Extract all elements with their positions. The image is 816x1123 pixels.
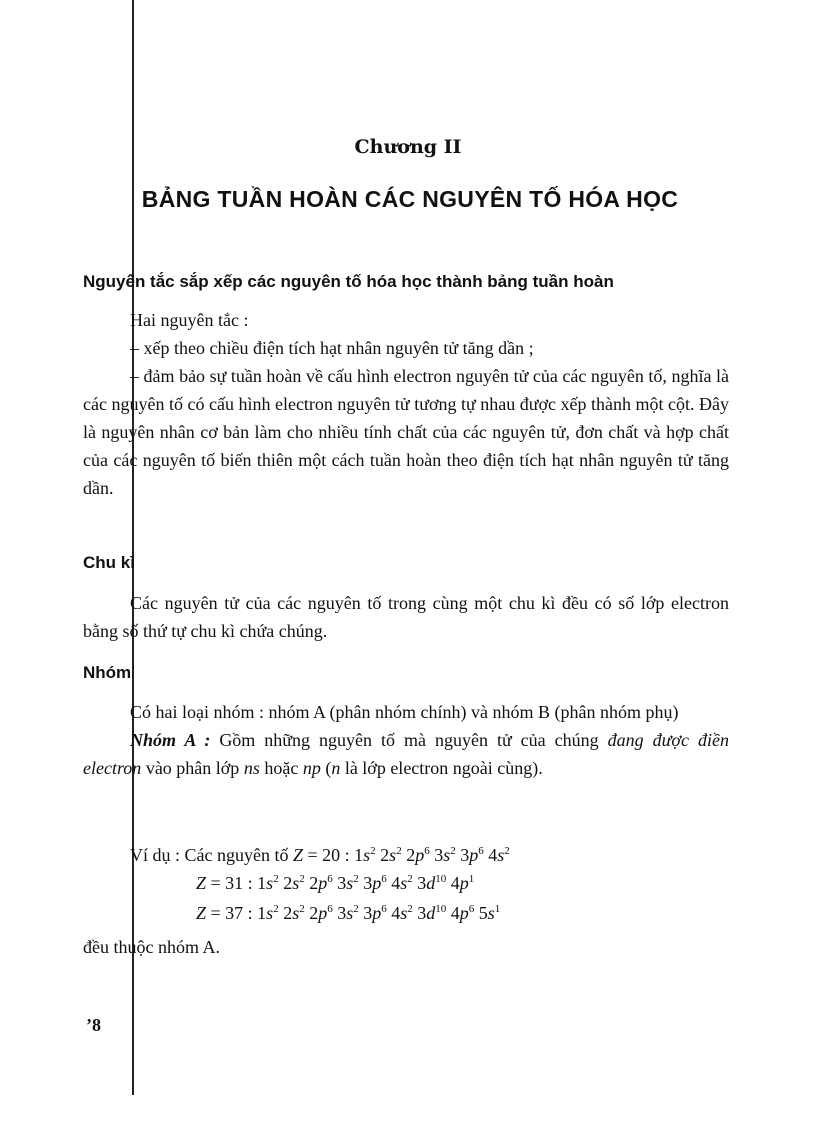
example-line-z20 <box>130 845 510 866</box>
group-body <box>83 698 729 782</box>
example-prefix: Ví dụ : Các nguyên tố <box>130 845 293 865</box>
orbital-term: $1s^2$ <box>354 845 376 865</box>
example-line-z31 <box>196 873 474 894</box>
orbital-term: $3p^6$ <box>460 845 484 865</box>
period-body <box>83 589 729 645</box>
z20-value: = 20 : <box>303 845 355 865</box>
orbital-term: $2s^2$ <box>283 873 305 893</box>
group-a-italic: đang được điền electron <box>83 730 729 778</box>
group-a-text-3: là lớp electron ngoài cùng). <box>340 758 543 778</box>
z-symbol: Z <box>292 845 303 865</box>
orbital-term: $2p^6$ <box>309 903 333 923</box>
orbital-exponent: 2 <box>273 903 279 915</box>
group-a-text-1: Gồm những nguyên tố mà nguyên tử của chúng <box>210 730 608 750</box>
orbital-term: $4s^2$ <box>391 903 413 923</box>
orbital-term: $3p^6$ <box>363 903 387 923</box>
orbital-term: $3p^6$ <box>363 873 387 893</box>
orbital-term: $4p^6$ <box>450 903 475 923</box>
orbital-term: $1s^2$ <box>257 873 279 893</box>
orbital-term: $5s^1$ <box>478 903 501 923</box>
orbital-exponent: 2 <box>273 873 279 885</box>
or-word: hoặc <box>259 758 303 778</box>
orbital-term: $4s^2$ <box>488 845 510 865</box>
section-heading-period: Chu kì <box>83 553 135 572</box>
orbital-exponent: 6 <box>327 873 333 885</box>
orbital-exponent: 2 <box>353 873 359 885</box>
orbital-term: $1s^2$ <box>257 903 279 923</box>
orbital-term: $3s^2$ <box>434 845 456 865</box>
orbital-exponent: 6 <box>381 873 387 885</box>
orbital-term: $3s^2$ <box>337 873 359 893</box>
section-heading-principles: Nguyên tắc sắp xếp các nguyên tố hóa học thành bảng tuần hoàn <box>83 272 614 291</box>
orbital-exponent: 10 <box>435 873 447 885</box>
orbital-term: $3d^{10}$ <box>417 903 447 923</box>
principles-intro: Hai nguyên tắc : <box>130 310 249 330</box>
z37-value: = 37 : <box>206 903 258 923</box>
z-symbol: Z <box>196 873 207 893</box>
orbital-exponent: 2 <box>407 873 413 885</box>
orbital-exponent: 6 <box>381 903 387 915</box>
orbital-exponent: 10 <box>435 903 447 915</box>
paren-open: ( <box>320 758 332 778</box>
orbital-exponent: 1 <box>494 903 501 915</box>
orbital-exponent: 2 <box>504 845 510 857</box>
orbital-exponent: 2 <box>353 903 359 915</box>
orbital-exponent: 6 <box>327 903 333 915</box>
orbital-term: $2p^6$ <box>406 845 430 865</box>
orbital-exponent: 6 <box>478 845 484 857</box>
config-z31 <box>257 873 474 893</box>
orbital-term: $2s^2$ <box>380 845 402 865</box>
group-a-label: Nhóm A : <box>130 730 211 750</box>
principle-item-1: – xếp theo chiều điện tích hạt nhân nguyên tử tăng dần ; <box>130 338 534 358</box>
period-paragraph: Các nguyên tử của các nguyên tố trong cùng một chu kì đều có số lớp electron bằng số thứ tự chu kì chứa chúng. <box>83 593 729 641</box>
orbital-term: $4p^1$ <box>450 873 475 893</box>
group-types-paragraph: Có hai loại nhóm : nhóm A (phân nhóm chính) và nhóm B (phân nhóm phụ) <box>130 702 679 722</box>
chapter-title: BẢNG TUẦN HOÀN CÁC NGUYÊN TỐ HÓA HỌC <box>141 186 679 212</box>
orbital-exponent: 1 <box>468 873 475 885</box>
orbital-term: $2s^2$ <box>283 903 305 923</box>
orbital-term: $2p^6$ <box>309 873 333 893</box>
orbital-exponent: 2 <box>450 845 456 857</box>
orbital-exponent: 6 <box>468 903 475 915</box>
orbital-term: $3s^2$ <box>337 903 359 923</box>
z-symbol: Z <box>196 903 207 923</box>
np-sublevel: np <box>302 758 321 778</box>
ns-sublevel: ns <box>243 758 260 778</box>
principle-item-2: – đảm bảo sự tuần hoàn về cấu hình electron nguyên tử của các nguyên tố, nghĩa là các nguyên tố có cấu hình electron nguyên tử tương tự nhau được xếp thành một cột. Đây là nguyên nhân cơ bản làm cho nhiều tính chất của các nguyên tử, đơn chất và hợp chất của các nguyên tố biến thiên một cách tuần hoàn theo điện tích hạt nhân nguyên tử tăng dần. <box>83 366 729 498</box>
orbital-exponent: 2 <box>299 903 305 915</box>
config-z37 <box>257 903 500 923</box>
orbital-term: $3d^{10}$ <box>417 873 447 893</box>
orbital-exponent: 2 <box>370 845 376 857</box>
group-a-paragraph <box>83 726 729 782</box>
orbital-exponent: 2 <box>299 873 305 885</box>
n-symbol: n <box>331 758 341 778</box>
conclusion-line: đều thuộc nhóm A. <box>83 937 220 957</box>
orbital-term: $4s^2$ <box>391 873 413 893</box>
example-line-z37 <box>196 903 500 924</box>
group-a-text-2: vào phân lớp <box>141 758 244 778</box>
config-z20 <box>354 845 510 865</box>
z31-value: = 31 : <box>206 873 258 893</box>
orbital-exponent: 2 <box>396 845 402 857</box>
page-number: ’8 <box>86 1015 101 1035</box>
orbital-exponent: 2 <box>407 903 413 915</box>
chapter-label: Chương II <box>354 136 462 158</box>
section-heading-group: Nhóm <box>83 663 132 682</box>
binding-gutter-line <box>132 0 134 1095</box>
principles-body <box>83 306 729 502</box>
orbital-exponent: 6 <box>424 845 430 857</box>
